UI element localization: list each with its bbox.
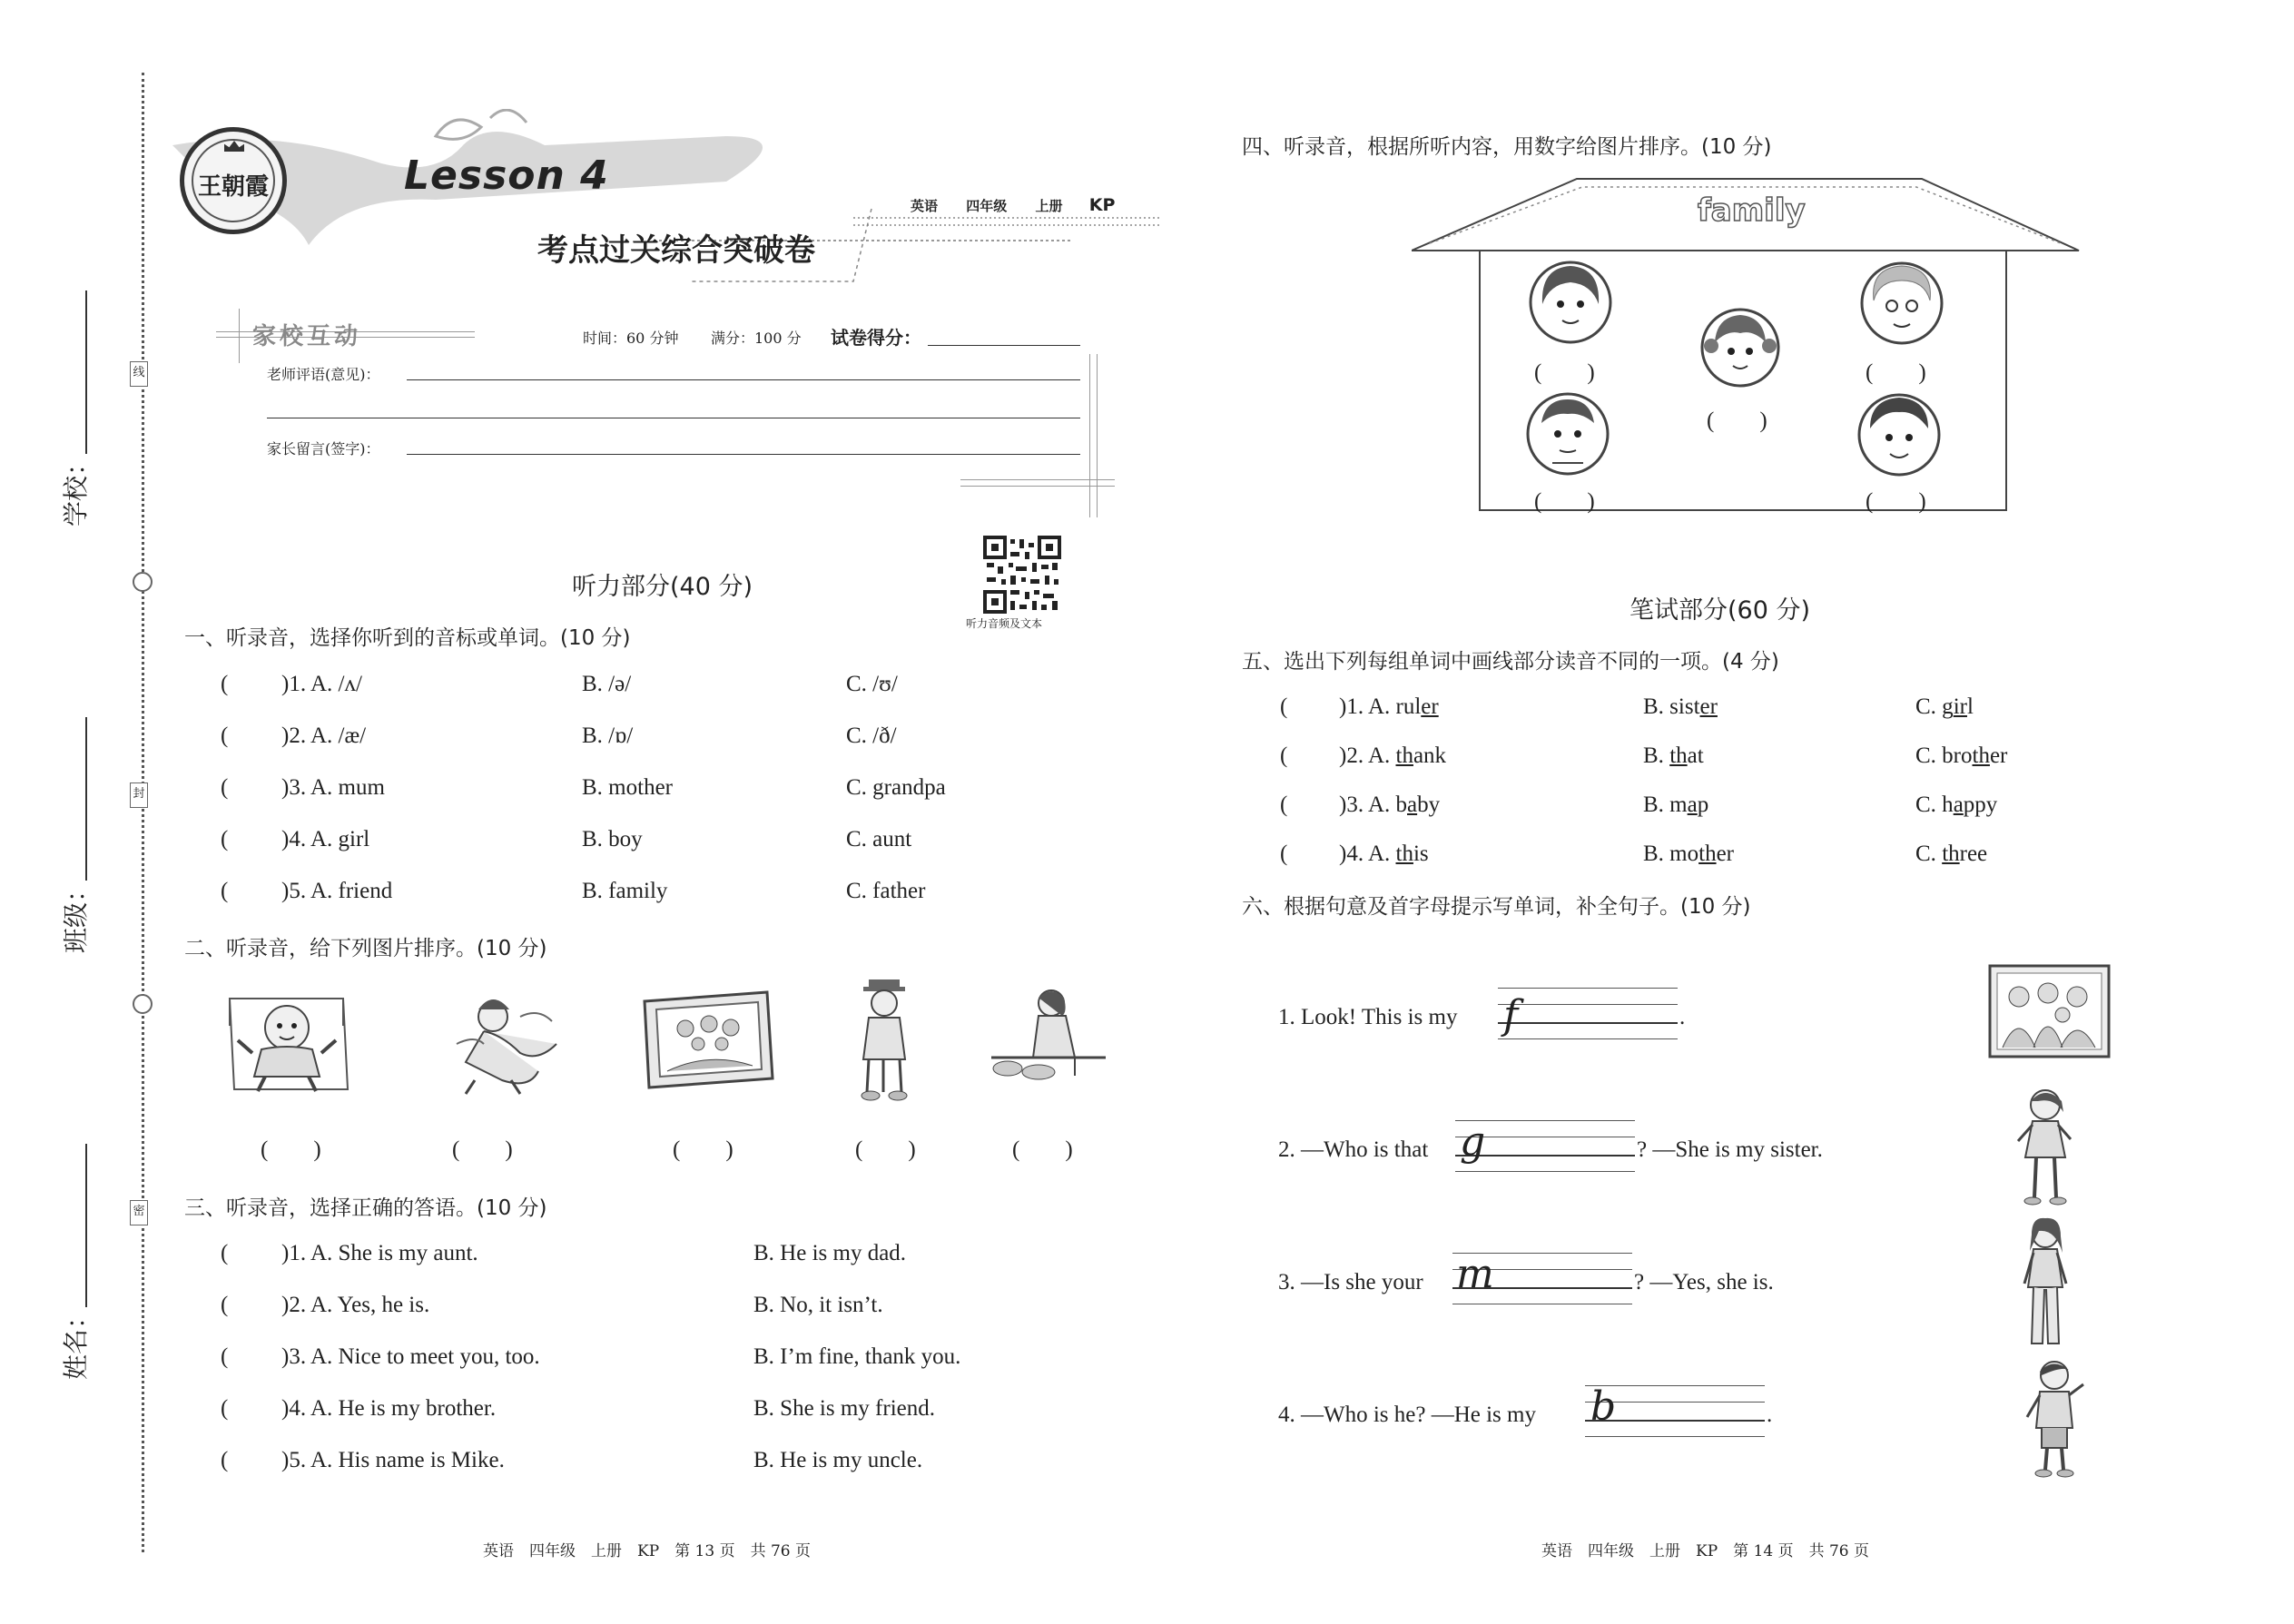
- book-tag: [903, 194, 1120, 221]
- family-order-paren[interactable]: ( ): [1866, 360, 1926, 385]
- box-left-rule: [239, 309, 240, 363]
- list-item: )3. A. baby: [1339, 792, 1441, 817]
- option-b: B. family: [582, 879, 668, 903]
- answer-paren[interactable]: (: [221, 1241, 229, 1265]
- roof-label: family: [1698, 192, 1806, 229]
- answer-paren[interactable]: (: [221, 775, 229, 800]
- binding-dotted-line: [142, 73, 144, 1552]
- writing-section-title: 笔试部分(60 分): [1629, 596, 1811, 625]
- option-b: B. that: [1643, 743, 1704, 768]
- hint-letter: g: [1460, 1118, 1486, 1165]
- page-footer-right: 英语 四年级 上册 KP 第 14 页 共 76 页: [1541, 1542, 1870, 1560]
- sentence-4-end: .: [1767, 1403, 1773, 1427]
- option-c: C. happy: [1915, 792, 1998, 817]
- exam-full-score: 满分：100 分: [711, 330, 802, 347]
- score-input[interactable]: [928, 345, 1080, 346]
- list-item: )1. A. /ʌ/: [281, 672, 362, 696]
- list-item: )2. A. /æ/: [281, 723, 367, 748]
- part1-title: 一、听录音，选择你听到的音标或单词。(10 分): [184, 626, 631, 650]
- binding-punch-hole: [133, 994, 153, 1014]
- baby-picture: [225, 989, 352, 1098]
- answer-paren[interactable]: (: [1280, 694, 1288, 719]
- girl-face-icon: [1698, 302, 1782, 393]
- class-label: 班级：: [61, 876, 91, 953]
- score-label: 试卷得分：: [831, 327, 921, 349]
- option-b: B. boy: [582, 827, 643, 851]
- grandpa-picture: [849, 976, 921, 1103]
- family-order-paren[interactable]: ( ): [1534, 360, 1595, 385]
- option-c: C. girl: [1915, 694, 1974, 719]
- girl-figure-picture: [2011, 1085, 2079, 1207]
- list-item: )2. A. Yes, he is.: [281, 1293, 430, 1317]
- sentence-1-text: 1. Look! This is my: [1278, 1005, 1458, 1029]
- boy-face-icon: [1856, 390, 1943, 479]
- publisher-logo: [180, 127, 287, 234]
- hint-letter: f: [1503, 992, 1519, 1038]
- option-c: C. brother: [1915, 743, 2008, 768]
- answer-paren[interactable]: (: [221, 827, 229, 851]
- answer-paren[interactable]: (: [221, 723, 229, 748]
- grandma-face-icon: [1859, 259, 1944, 348]
- page-footer-left: 英语 四年级 上册 KP 第 13 页 共 76 页: [483, 1542, 812, 1560]
- exam-time: 时间：60 分钟: [583, 330, 679, 347]
- exam-subtitle: 考点过关综合突破卷: [537, 232, 815, 269]
- option-b: B. sister: [1643, 694, 1718, 719]
- mother-face-icon: [1528, 259, 1613, 346]
- binding-punch-hole: [133, 572, 153, 592]
- answer-paren[interactable]: (: [1280, 743, 1288, 768]
- father-face-icon: [1525, 390, 1610, 477]
- sentence-3-text: 3. —Is she your: [1278, 1270, 1423, 1294]
- box-bottom-rule: [960, 486, 1115, 487]
- home-school-label: 家校互动: [252, 323, 362, 350]
- boy-figure-picture: [2020, 1357, 2092, 1480]
- sentence-2-text: 2. —Who is that: [1278, 1137, 1429, 1162]
- option-b: B. /ə/: [582, 672, 632, 696]
- seal-mark: 封: [130, 782, 148, 808]
- book-tag-volume: 上册: [1035, 198, 1063, 214]
- name-underline: [85, 1144, 87, 1307]
- list-item: )1. A. She is my aunt.: [281, 1241, 478, 1265]
- answer-paren[interactable]: (: [221, 1448, 229, 1472]
- option-b: B. mother: [582, 775, 673, 800]
- teacher-comment-input[interactable]: [407, 379, 1080, 380]
- option-b: B. He is my dad.: [753, 1241, 907, 1265]
- picture-order-paren[interactable]: ( ): [452, 1137, 513, 1162]
- book-tag-edition: KP: [1088, 195, 1116, 215]
- part3-title: 三、听录音，选择正确的答语。(10 分): [184, 1196, 547, 1220]
- picture-order-paren[interactable]: ( ): [1012, 1137, 1073, 1162]
- family-photo-picture: [1988, 964, 2111, 1058]
- answer-paren[interactable]: (: [221, 1396, 229, 1421]
- seal-mark: 密: [130, 1200, 148, 1225]
- option-b: B. No, it isn’t.: [753, 1293, 883, 1317]
- woman-figure-picture: [2013, 1216, 2077, 1353]
- list-item: )5. A. His name is Mike.: [281, 1448, 505, 1472]
- option-c: C. three: [1915, 842, 1988, 866]
- option-c: C. aunt: [846, 827, 912, 851]
- picture-order-paren[interactable]: ( ): [855, 1137, 916, 1162]
- answer-paren[interactable]: (: [221, 1293, 229, 1317]
- box-right-rule: [1089, 354, 1090, 517]
- answer-paren[interactable]: (: [1280, 792, 1288, 817]
- answer-paren[interactable]: (: [221, 879, 229, 903]
- box-bottom-rule: [960, 479, 1115, 480]
- hint-letter: b: [1590, 1383, 1617, 1430]
- answer-paren[interactable]: (: [221, 1344, 229, 1369]
- qr-code-icon[interactable]: [983, 536, 1061, 614]
- sentence-2-end: ? —She is my sister.: [1637, 1137, 1823, 1162]
- list-item: )2. A. thank: [1339, 743, 1447, 768]
- teacher-comment-label: 老师评语(意见)：: [267, 366, 380, 383]
- list-item: )4. A. He is my brother.: [281, 1396, 497, 1421]
- school-underline: [85, 290, 87, 454]
- picture-order-paren[interactable]: ( ): [673, 1137, 733, 1162]
- list-item: )4. A. girl: [281, 827, 370, 851]
- list-item: )3. A. Nice to meet you, too.: [281, 1344, 540, 1369]
- family-order-paren[interactable]: ( ): [1534, 489, 1595, 514]
- sentence-1-end: .: [1679, 1005, 1686, 1029]
- logo-text: 王朝霞: [197, 173, 269, 201]
- family-order-paren[interactable]: ( ): [1866, 489, 1926, 514]
- name-field[interactable]: [54, 1144, 91, 1380]
- seal-mark: 线: [130, 361, 148, 387]
- sentence-3-end: ? —Yes, she is.: [1634, 1270, 1774, 1294]
- option-c: C. /ʊ/: [846, 672, 898, 696]
- sentence-4-text: 4. —Who is he? —He is my: [1278, 1403, 1536, 1427]
- picture-order-paren[interactable]: ( ): [261, 1137, 321, 1162]
- list-item: )3. A. mum: [281, 775, 385, 800]
- list-item: )4. A. this: [1339, 842, 1429, 866]
- hint-letter: m: [1456, 1251, 1494, 1297]
- school-field[interactable]: [54, 290, 91, 527]
- answer-paren[interactable]: (: [221, 672, 229, 696]
- part2-title: 二、听录音，给下列图片排序。(10 分): [184, 937, 547, 960]
- mother-cooking-picture: [988, 985, 1110, 1094]
- school-label: 学校：: [61, 449, 91, 527]
- four-line-writing-field[interactable]: [1498, 988, 1678, 1042]
- option-c: C. grandpa: [846, 775, 946, 800]
- class-underline: [85, 717, 87, 881]
- option-b: B. mother: [1643, 842, 1734, 866]
- listening-section-title: 听力部分(40 分): [572, 573, 753, 601]
- answer-paren[interactable]: (: [1280, 842, 1288, 866]
- option-b: B. map: [1643, 792, 1709, 817]
- qr-caption: 听力音频及文本: [966, 617, 1043, 630]
- list-item: )5. A. friend: [281, 879, 393, 903]
- binding-margin: [0, 0, 182, 1624]
- option-b: B. /ɒ/: [582, 723, 634, 748]
- book-tag-subject: 英语: [911, 198, 939, 214]
- list-item: )1. A. ruler: [1339, 694, 1439, 719]
- box-right-rule: [1097, 354, 1098, 517]
- part5-title: 五、选出下列每组单词中画线部分读音不同的一项。(4 分): [1242, 650, 1779, 674]
- dancing-girl-picture: [438, 989, 566, 1098]
- option-b: B. I’m fine, thank you.: [753, 1344, 961, 1369]
- name-label: 姓名：: [61, 1303, 91, 1380]
- option-b: B. She is my friend.: [753, 1396, 935, 1421]
- family-photo-frame-picture: [640, 988, 776, 1092]
- option-b: B. He is my uncle.: [753, 1448, 923, 1472]
- class-field[interactable]: [54, 717, 91, 953]
- option-c: C. /ð/: [846, 723, 897, 748]
- parent-comment-label: 家长留言(签字)：: [267, 440, 380, 458]
- lesson-title: Lesson 4: [404, 153, 609, 199]
- option-c: C. father: [846, 879, 926, 903]
- parent-comment-input[interactable]: [407, 454, 1080, 455]
- family-order-paren[interactable]: ( ): [1707, 408, 1767, 433]
- part6-title: 六、根据句意及首字母提示写单词，补全句子。(10 分): [1242, 895, 1751, 919]
- part4-title: 四、听录音，根据所听内容，用数字给图片排序。(10 分): [1242, 135, 1772, 159]
- book-tag-grade: 四年级: [966, 198, 1008, 214]
